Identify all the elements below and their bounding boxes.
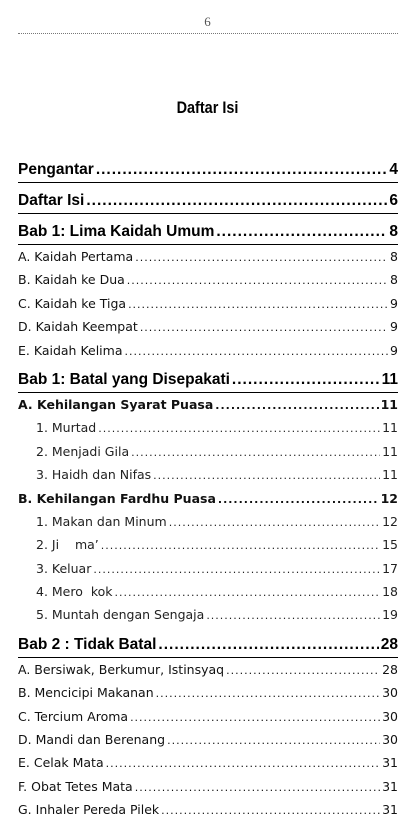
toc-entry[interactable] — [18, 557, 398, 580]
toc-entry-page: 28 — [380, 635, 398, 653]
dot-leader — [125, 339, 389, 362]
toc-entry[interactable] — [18, 416, 398, 439]
toc-entry-page: 31 — [382, 778, 398, 794]
toc-entry-page: 19 — [382, 607, 398, 623]
toc-entry[interactable] — [18, 681, 398, 704]
dot-leader — [96, 158, 388, 182]
toc-entry-label: Bab 2 : Tidak Batal — [18, 635, 157, 653]
toc-entry[interactable] — [18, 189, 398, 214]
toc-entry[interactable] — [18, 775, 398, 798]
toc-entry-page: 30 — [382, 708, 398, 724]
dot-leader — [135, 245, 388, 268]
toc-entry-label: F. Obat Tetes Mata — [18, 778, 133, 794]
toc-entry-page: 6 — [389, 192, 398, 209]
dot-leader — [215, 393, 378, 416]
toc-entry-page: 18 — [382, 584, 398, 600]
toc-entry-label: Pengantar — [18, 161, 94, 178]
toc-entry-label: 2. Ji ma’ — [36, 537, 99, 553]
toc-entry-label: C. Tercium Aroma — [18, 708, 129, 724]
toc-entry-label: E. Celak Mata — [18, 755, 104, 771]
dot-leader — [232, 368, 380, 392]
dot-leader — [101, 533, 380, 556]
dot-leader — [161, 798, 380, 821]
dot-leader — [169, 510, 380, 533]
dot-leader — [135, 775, 380, 798]
dot-leader — [140, 315, 388, 338]
toc-entry[interactable] — [18, 633, 398, 658]
toc-entry[interactable] — [18, 580, 398, 603]
toc-entry-page: 12 — [380, 490, 398, 506]
dot-leader — [218, 487, 379, 510]
dot-leader — [93, 557, 380, 580]
toc-entry-page: 11 — [381, 370, 398, 388]
toc-entry[interactable] — [18, 245, 398, 268]
toc-entry-label: B. Kaidah ke Dua — [18, 272, 125, 288]
toc-entry-page: 30 — [382, 732, 398, 748]
toc-entry-page: 11 — [382, 467, 398, 483]
dot-leader — [216, 220, 387, 244]
toc-entry-label: C. Kaidah ke Tiga — [18, 295, 127, 311]
toc-title: Daftar Isi — [176, 98, 239, 117]
dot-leader — [127, 268, 388, 291]
page-number: 6 — [204, 14, 211, 29]
dot-leader — [131, 440, 380, 463]
toc-entry[interactable] — [18, 158, 398, 183]
toc-entry-label: B. Mencicipi Makanan — [18, 685, 154, 701]
toc-entry-label: 1. Makan dan Minum — [36, 513, 167, 529]
toc-entry[interactable] — [18, 705, 398, 728]
dot-leader — [167, 728, 380, 751]
toc-entry-page: 17 — [382, 560, 398, 576]
toc-entry-label: 4. Mero kok — [36, 584, 113, 600]
toc-entry-page: 28 — [382, 661, 398, 677]
dot-leader — [106, 751, 380, 774]
toc-entry-label: 3. Keluar — [36, 560, 92, 576]
toc-entry[interactable] — [18, 463, 398, 486]
toc-entry-label: A. Kaidah Pertama — [18, 249, 134, 264]
toc-entry-label: A. Bersiwak, Berkumur, Istinsyaq — [18, 661, 225, 677]
toc-entry[interactable] — [18, 220, 398, 245]
toc-entry-page: 9 — [390, 342, 398, 358]
toc-entry-label: D. Kaidah Keempat — [18, 319, 138, 335]
toc-entry[interactable] — [18, 728, 398, 751]
toc-entry-page: 12 — [382, 513, 398, 529]
toc-entry-label: 5. Muntah dengan Sengaja — [36, 607, 205, 623]
toc-entry-label: G. Inhaler Pereda Pilek — [18, 802, 160, 818]
toc-entry-page: 31 — [382, 802, 398, 818]
toc-entry-label: D. Mandi dan Berenang — [18, 732, 166, 748]
toc-entry[interactable] — [18, 393, 398, 416]
toc-entry[interactable] — [18, 658, 398, 681]
toc-entry[interactable] — [18, 798, 398, 821]
toc-entry[interactable] — [18, 510, 398, 533]
toc-entry[interactable] — [18, 292, 398, 315]
toc-entry-label: 2. Menjadi Gila — [36, 443, 130, 459]
toc-entry-page: 8 — [390, 249, 398, 264]
toc-entry-label: Bab 1: Lima Kaidah Umum — [18, 223, 215, 240]
dot-leader — [130, 705, 380, 728]
toc-entry[interactable] — [18, 751, 398, 774]
dot-leader — [156, 681, 380, 704]
toc-entry-page: 11 — [382, 443, 398, 459]
toc-entry-label: E. Kaidah Kelima — [18, 342, 123, 358]
toc-entry-label: 3. Haidh dan Nifas — [36, 467, 152, 483]
toc-entry[interactable] — [18, 603, 398, 626]
toc-entry[interactable] — [18, 487, 398, 510]
toc-entry-page: 9 — [390, 295, 398, 311]
toc-entry-page: 11 — [380, 396, 398, 412]
toc-entry[interactable] — [18, 368, 398, 393]
toc-entry-page: 11 — [382, 420, 398, 436]
header-divider — [18, 33, 398, 34]
toc-entry[interactable] — [18, 533, 398, 556]
dot-leader — [158, 633, 378, 657]
toc-entry[interactable] — [18, 268, 398, 291]
dot-leader — [98, 416, 380, 439]
toc-entry[interactable] — [18, 315, 398, 338]
toc-entry-page: 8 — [389, 223, 398, 240]
toc-entry-label: A. Kehilangan Syarat Puasa — [18, 396, 214, 412]
toc-entry-page: 15 — [382, 537, 398, 553]
toc-entry-page: 8 — [390, 272, 398, 288]
toc-entry-page: 30 — [382, 685, 398, 701]
dot-leader — [128, 292, 388, 315]
toc-entry[interactable] — [18, 339, 398, 362]
dot-leader — [153, 463, 380, 486]
toc-entry-label: Bab 1: Batal yang Disepakati — [18, 370, 230, 388]
toc-entry-label: B. Kehilangan Fardhu Puasa — [18, 490, 216, 506]
toc-entry-page: 9 — [390, 319, 398, 335]
dot-leader — [115, 580, 381, 603]
dot-leader — [226, 658, 380, 681]
table-of-contents — [18, 158, 398, 822]
dot-leader — [206, 603, 380, 626]
toc-entry-page: 4 — [389, 161, 398, 178]
toc-entry-label: Daftar Isi — [18, 192, 85, 209]
toc-entry[interactable] — [18, 440, 398, 463]
toc-entry-page: 31 — [382, 755, 398, 771]
dot-leader — [86, 189, 387, 213]
toc-entry-label: 1. Murtad — [36, 420, 97, 436]
